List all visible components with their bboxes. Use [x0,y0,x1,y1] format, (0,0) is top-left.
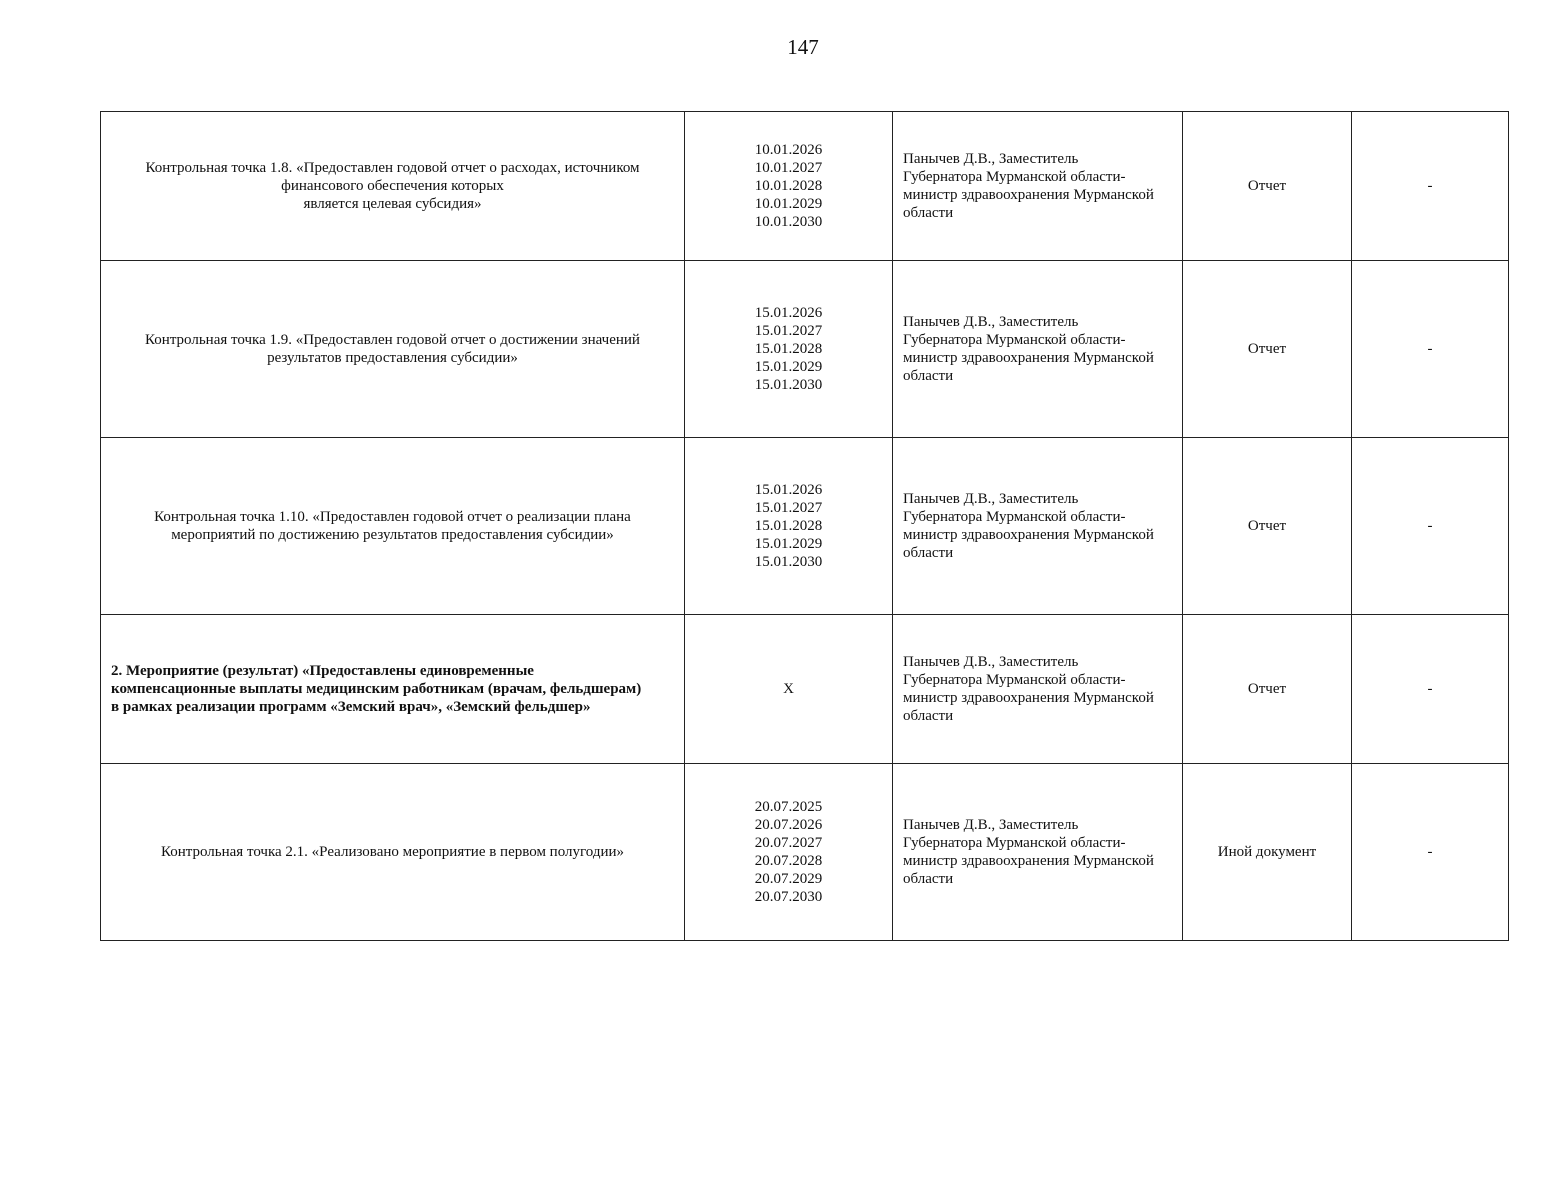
name-line: Контрольная точка 1.9. «Предоставлен годовой отчет о достижении значений [145,332,640,348]
responsible-line: области [903,368,954,384]
date-value: 15.01.2030 [754,554,823,570]
date-value: 10.01.2030 [754,214,823,230]
date-value: 15.01.2030 [754,377,823,393]
responsible-line: министр здравоохранения Мурманской [903,187,1154,203]
date-value: 10.01.2029 [754,196,823,212]
date-value: 15.01.2028 [754,518,823,534]
date-value: 15.01.2026 [754,305,823,321]
dates-cell [685,438,893,615]
name-line: компенсационные выплаты медицинским работникам (врачам, фельдшерам) [111,681,642,697]
extra-cell: - [1352,112,1509,261]
page-number: 147 [787,35,819,59]
responsible-cell [893,112,1183,261]
name-line: Контрольная точка 1.10. «Предоставлен годовой отчет о реализации плана [154,509,631,525]
control-points-table [100,111,1509,941]
document-type-cell: Иной документ [1183,764,1352,941]
responsible-line: Панычев Д.В., Заместитель [903,491,1079,507]
responsible-line: Губернатора Мурманской области- [903,835,1126,851]
date-value: 20.07.2030 [754,889,823,905]
date-value: X [783,681,794,697]
activity-name-cell [101,615,685,764]
document-type-cell: Отчет [1183,261,1352,438]
date-value: 15.01.2029 [754,536,823,552]
name-line: является целевая субсидия» [303,196,482,212]
responsible-line: Губернатора Мурманской области- [903,169,1126,185]
date-value: 15.01.2026 [754,482,823,498]
date-value: 10.01.2027 [754,160,823,176]
extra-cell: - [1352,764,1509,941]
control-point-name-cell [101,764,685,941]
responsible-line: области [903,708,954,724]
responsible-line: Панычев Д.В., Заместитель [903,817,1079,833]
table-row [101,615,1509,764]
responsible-line: Губернатора Мурманской области- [903,509,1126,525]
dates-cell [685,261,893,438]
responsible-line: Губернатора Мурманской области- [903,672,1126,688]
name-line: в рамках реализации программ «Земский врач», «Земский фельдшер» [111,699,591,715]
table-row [101,438,1509,615]
responsible-cell [893,615,1183,764]
date-value: 20.07.2025 [754,799,823,815]
document-type-cell: Отчет [1183,112,1352,261]
date-value: 20.07.2027 [754,835,823,851]
name-line: 2. Мероприятие (результат) «Предоставлены единовременные [111,663,534,679]
dates-cell [685,764,893,941]
control-point-name-cell [101,261,685,438]
responsible-cell [893,261,1183,438]
responsible-line: области [903,871,954,887]
date-value: 10.01.2026 [754,142,823,158]
responsible-line: министр здравоохранения Мурманской [903,690,1154,706]
date-value: 20.07.2028 [754,853,823,869]
responsible-line: министр здравоохранения Мурманской [903,350,1154,366]
control-point-name-cell [101,112,685,261]
responsible-cell [893,764,1183,941]
responsible-line: Панычев Д.В., Заместитель [903,314,1079,330]
date-value: 15.01.2029 [754,359,823,375]
document-type-cell: Отчет [1183,615,1352,764]
date-value: 20.07.2026 [754,817,823,833]
extra-cell: - [1352,438,1509,615]
name-line: Контрольная точка 2.1. «Реализовано мероприятие в первом полугодии» [160,844,625,860]
name-line: результатов предоставления субсидии» [267,350,518,366]
extra-cell: - [1352,261,1509,438]
responsible-line: Панычев Д.В., Заместитель [903,654,1079,670]
date-value: 15.01.2027 [754,500,823,516]
document-type-cell: Отчет [1183,438,1352,615]
date-value: 20.07.2029 [754,871,823,887]
name-line: финансового обеспечения которых [281,178,504,194]
responsible-cell [893,438,1183,615]
date-value: 15.01.2027 [754,323,823,339]
responsible-line: Панычев Д.В., Заместитель [903,151,1079,167]
name-line: Контрольная точка 1.8. «Предоставлен годовой отчет о расходах, источником [145,160,640,176]
date-value: 10.01.2028 [754,178,823,194]
responsible-line: области [903,205,954,221]
table-row [101,764,1509,941]
extra-cell: - [1352,615,1509,764]
responsible-line: министр здравоохранения Мурманской [903,527,1154,543]
dates-cell [685,112,893,261]
control-point-name-cell [101,438,685,615]
date-value: 15.01.2028 [754,341,823,357]
table-row [101,261,1509,438]
dates-cell [685,615,893,764]
responsible-line: министр здравоохранения Мурманской [903,853,1154,869]
responsible-line: Губернатора Мурманской области- [903,332,1126,348]
table-row [101,112,1509,261]
responsible-line: области [903,545,954,561]
name-line: мероприятий по достижению результатов предоставления субсидии» [171,527,614,543]
